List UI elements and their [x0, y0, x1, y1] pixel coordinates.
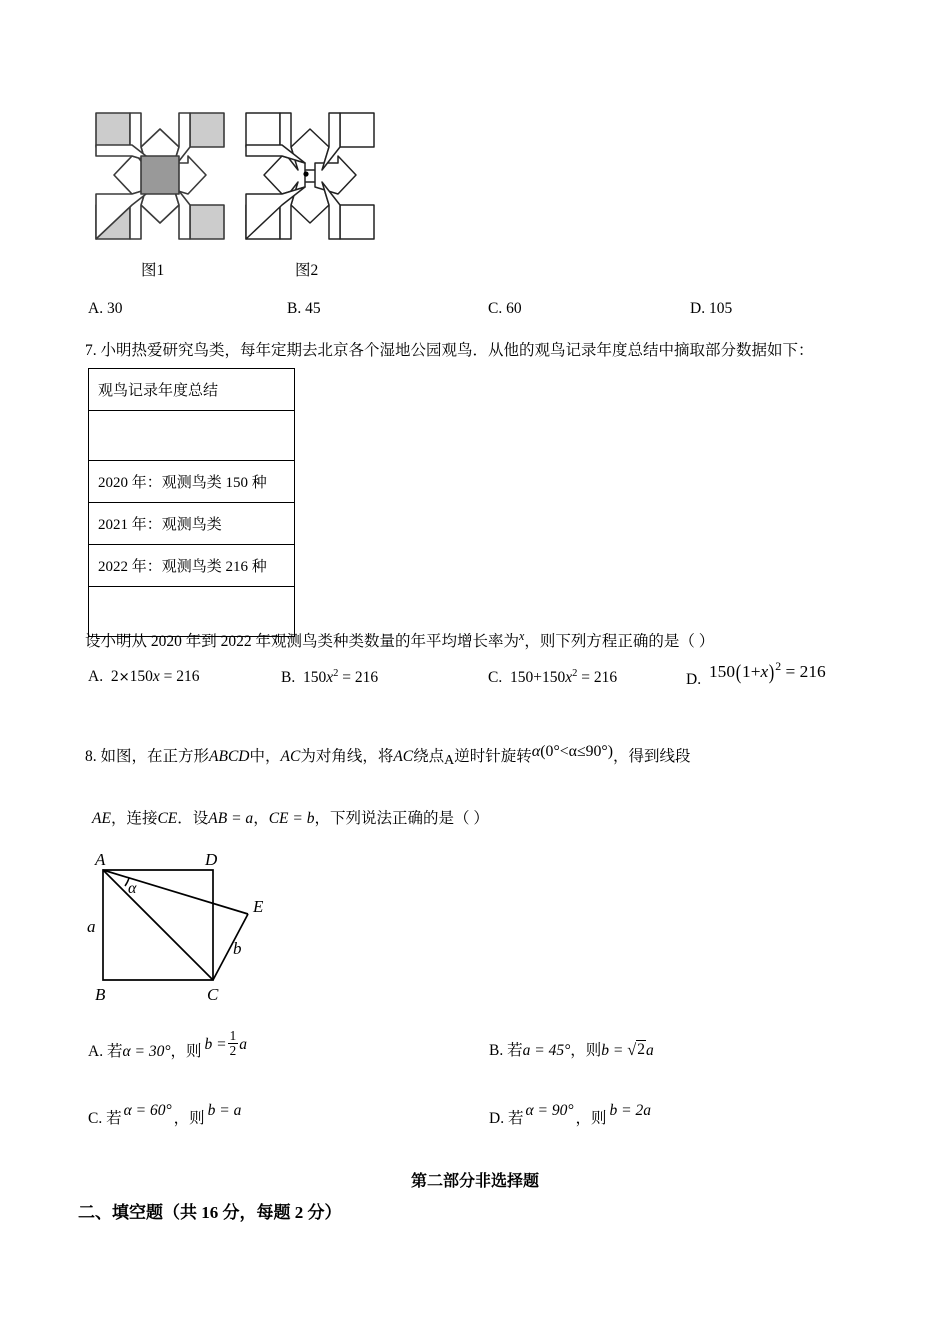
q8-option-a-fraction — [228, 1029, 239, 1058]
vertex-label-B: B — [95, 985, 106, 1004]
q7-option-a-label: A. — [88, 668, 104, 685]
figure-1-tessellation — [85, 100, 235, 252]
q8-label-abcd: ABCD — [209, 748, 250, 765]
q6-option-d-value: 105 — [708, 300, 733, 317]
q7-option-d-formula: $150(1+x)^2 = 216$ — [708, 659, 826, 684]
q8-option-a-frac-den: 2 — [229, 1042, 237, 1058]
q8-option-a-result — [204, 1028, 247, 1058]
segment-ce — [213, 914, 248, 980]
q8-stem-part3: 为对角线，将 — [300, 748, 394, 765]
q8-option-b-label: B. — [489, 1042, 504, 1059]
q8-option-b-result-eq: b = — [601, 1042, 624, 1059]
q8-alpha-range: (0°<α≤90°) — [540, 743, 614, 760]
q6-option-c[interactable] — [488, 300, 522, 318]
vertex-label-E: E — [253, 897, 264, 916]
q8-option-c-result: b = a — [207, 1102, 242, 1119]
q8-option-d-ruo: 若 — [507, 1110, 524, 1127]
q7-options-row — [88, 659, 878, 692]
q8-geometry-svg — [85, 852, 295, 1007]
q8-option-c[interactable] — [88, 1102, 242, 1128]
q6-option-c-label: C. — [488, 300, 503, 317]
q8-option-a-frac-num: 1 — [229, 1028, 237, 1044]
q8-stem-l2-comma: ， — [253, 810, 269, 827]
q8-option-b-tail: a — [645, 1042, 654, 1059]
part-two-title: 第二部分非选择题 — [410, 1173, 539, 1190]
q6-option-c-value: 60 — [506, 300, 522, 317]
table-title-cell: 观鸟记录年度总结 — [89, 369, 295, 411]
q7-option-d[interactable] — [686, 659, 826, 692]
q6-figure-group — [85, 100, 405, 280]
q7-option-a[interactable] — [88, 668, 200, 686]
q8-label-point-a: A — [444, 753, 455, 768]
q7-option-c[interactable] — [488, 668, 617, 687]
q7-option-b[interactable] — [281, 668, 378, 687]
q7-lead-variable: x — [519, 629, 525, 643]
side-label-b: b — [233, 939, 242, 958]
q8-option-b-ze: ，则 — [570, 1042, 602, 1059]
table-row — [89, 545, 295, 587]
table-row — [89, 461, 295, 503]
q8-option-b-result — [601, 1042, 653, 1059]
q7-option-c-label: C. — [488, 669, 503, 687]
table-cell-2021: 2021 年：观测鸟类 — [89, 503, 295, 545]
q8-option-d-label: D. — [489, 1110, 505, 1127]
q7-option-d-label: D. — [686, 670, 702, 688]
radical-icon: √ — [627, 1041, 637, 1059]
vertex-label-D: D — [205, 852, 218, 869]
table-row — [89, 503, 295, 545]
q8-option-d-condition: α = 90° — [525, 1102, 574, 1119]
q7-option-c-formula: $150+150x^2 = 216$ — [509, 668, 618, 687]
q8-label-ac-2: AC — [393, 748, 414, 765]
table-cell-2022: 2022 年：观测鸟类 216 种 — [89, 545, 295, 587]
q6-option-d[interactable] — [690, 300, 732, 318]
corner-square-tl — [96, 113, 130, 147]
q7-stem: 7. 小明热爱研究鸟类，每年定期去北京各个湿地公园观鸟．从他的观鸟记录年度总结中摘取部分数据如下： — [85, 342, 814, 359]
figure-1-svg — [85, 100, 235, 252]
table-row — [89, 411, 295, 461]
q7-option-b-label: B. — [281, 669, 296, 687]
q8-options-row-cd — [88, 1102, 878, 1130]
q8-label-ac-1: AC — [280, 748, 301, 765]
q8-option-b[interactable] — [489, 1038, 654, 1060]
q8-option-a-result-b: b = — [204, 1035, 227, 1053]
q8-alpha-symbol: α — [531, 742, 541, 760]
q8-stem-l2-part2: ．设 — [177, 810, 209, 827]
q7-lead-after: ，则下列方程正确的是（ ） — [524, 633, 715, 651]
corner-square-tr — [190, 113, 224, 147]
q8-option-a[interactable] — [88, 1028, 247, 1067]
q8-options-row-ab — [88, 1028, 878, 1062]
q8-geometry-diagram — [85, 852, 295, 1007]
q8-option-a-condition: α = 30° — [122, 1042, 171, 1060]
q8-option-d[interactable] — [489, 1102, 651, 1128]
q8-eq-ce: CE = b — [268, 810, 315, 827]
q6-option-d-label: D. — [690, 300, 706, 317]
corner-square-br-2 — [340, 205, 374, 239]
q6-option-b[interactable] — [287, 300, 321, 318]
corner-square-br — [190, 205, 224, 239]
fill-in-blank-section-title: 二、填空题（共 16 分，每题 2 分） — [78, 1203, 342, 1222]
q8-eq-ab: AB = a — [208, 810, 254, 827]
q6-option-b-label: B. — [287, 300, 302, 317]
corner-square-tl-2 — [246, 113, 280, 147]
q6-options-row — [88, 300, 878, 324]
q6-option-a-value: 30 — [106, 300, 123, 317]
q8-option-c-ze: ，则 — [173, 1110, 205, 1127]
q8-option-b-ruo: 若 — [507, 1042, 523, 1059]
q8-option-c-label: C. — [88, 1110, 103, 1127]
q8-stem-l2-part1: ，连接 — [110, 810, 158, 827]
angle-label-alpha: α — [128, 880, 137, 897]
q8-stem-line-2 — [92, 808, 489, 830]
q8-stem-line-1 — [85, 742, 691, 769]
table-blank-cell-1 — [89, 411, 295, 461]
q8-option-a-ze: ，则 — [170, 1042, 202, 1060]
vertex-label-C: C — [207, 985, 219, 1004]
table-cell-2020: 2020 年：观测鸟类 150 种 — [89, 461, 295, 503]
q8-option-d-ze: ，则 — [575, 1110, 607, 1127]
q8-stem-part1: 8. 如图，在正方形 — [85, 748, 210, 765]
q6-option-b-value: 45 — [305, 300, 321, 317]
q8-option-c-ruo: 若 — [106, 1110, 122, 1127]
q8-option-d-result: b = 2a — [609, 1102, 651, 1119]
figure-2-svg — [235, 100, 385, 252]
q8-stem-part4: 绕点 — [413, 748, 445, 765]
q7-lead-line — [85, 628, 714, 654]
q8-option-b-radicand: 2 — [637, 1040, 645, 1058]
q8-stem-part6: ，得到线段 — [613, 748, 691, 765]
q8-option-a-frac-tail: a — [239, 1035, 247, 1053]
q8-stem-l2-part3: ，下列说法正确的是（ ） — [314, 810, 489, 827]
q6-option-a[interactable] — [88, 300, 122, 318]
q8-option-a-ruo: 若 — [106, 1042, 123, 1060]
q7-option-a-formula: 2×150x = 216 — [110, 668, 200, 685]
q8-label-ae: AE — [92, 810, 111, 827]
corner-square-tr-2 — [340, 113, 374, 147]
q7-option-b-formula: $150x^2 = 216$ — [302, 668, 379, 687]
q7-lead-before: 设小明从 2020 年到 2022 年观测鸟类种类数量的年平均增长率为 — [85, 633, 520, 651]
q8-stem-part2: 中， — [249, 748, 281, 765]
table-row — [89, 369, 295, 411]
center-square — [141, 156, 179, 194]
side-label-a: a — [87, 917, 96, 936]
center-dot-icon — [303, 171, 308, 176]
figure-2-tessellation — [235, 100, 385, 252]
figure-1-caption: 图1 — [141, 262, 165, 279]
q8-option-a-label: A. — [88, 1042, 104, 1060]
vertex-label-A: A — [95, 852, 106, 869]
q8-label-ce: CE — [157, 810, 178, 827]
q8-option-b-condition: a = 45° — [522, 1042, 571, 1059]
q8-stem-part5: 逆时针旋转 — [454, 748, 532, 765]
q8-option-b-sqrt — [627, 1041, 646, 1060]
bird-record-table — [88, 368, 295, 637]
q6-option-a-label: A. — [88, 300, 104, 317]
figure-2-caption: 图2 — [295, 262, 319, 279]
q8-option-c-condition: α = 60° — [123, 1102, 172, 1119]
